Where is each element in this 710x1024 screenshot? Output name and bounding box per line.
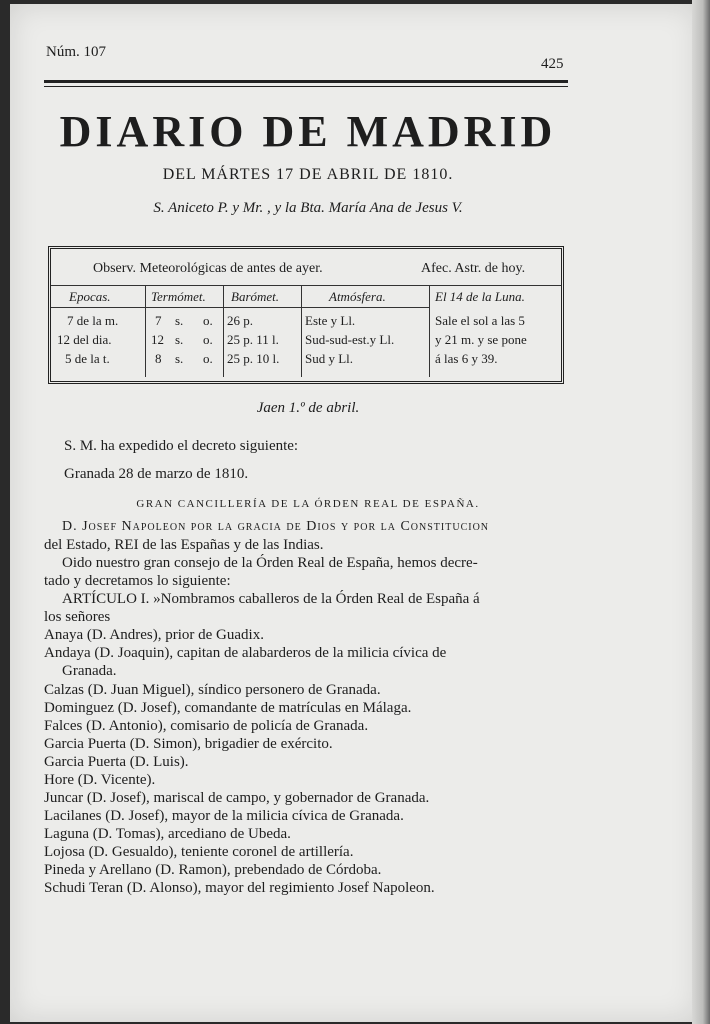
astro-line: á las 6 y 39. — [435, 351, 498, 366]
section-heading: GRAN CANCILLERÍA DE LA ÓRDEN REAL DE ESPAÑA. — [136, 498, 480, 510]
article-dateline: Jaen 1.º de abril. — [256, 400, 360, 416]
header-termomet: Termómet. — [151, 289, 206, 304]
row-baro: 25 p. 11 l. — [227, 332, 279, 347]
table-divider — [51, 285, 561, 286]
row-epoca: 12 del dia. — [57, 332, 112, 347]
row-o: o. — [203, 313, 213, 328]
row-temp: 7 — [155, 313, 162, 328]
caption-left: Observ. Meteorológicas de antes de ayer. — [93, 261, 323, 276]
table-divider — [51, 307, 429, 308]
list-entry: Laguna (D. Tomas), arcediano de Ubeda. — [44, 826, 291, 842]
row-baro: 26 p. — [227, 313, 253, 328]
masthead-date: DEL MÁRTES 17 DE ABRIL DE 1810. — [162, 166, 454, 183]
row-s: s. — [175, 313, 184, 328]
list-entry: Granada. — [62, 663, 117, 679]
list-entry: Anaya (D. Andres), prior de Guadix. — [44, 627, 264, 643]
decree-place-date: Granada 28 de marzo de 1810. — [64, 466, 249, 482]
list-entry: Garcia Puerta (D. Luis). — [44, 754, 189, 770]
list-entry: Falces (D. Antonio), comisario de policía de Granada. — [44, 718, 369, 734]
decree-intro: S. M. ha expedido el decreto siguiente: — [64, 438, 299, 454]
header-baromet: Barómet. — [231, 289, 280, 304]
masthead-saints: S. Aniceto P. y Mr. , y la Bta. María Ana de Jesus V. — [153, 200, 463, 216]
body-line: Oido nuestro gran consejo de la Órden Real de España, hemos decre- — [62, 555, 478, 571]
row-atmos: Sud-sud-est.y Ll. — [305, 332, 395, 347]
body-line: tado y decretamos lo siguiente: — [44, 573, 231, 589]
body-line: los señores — [44, 609, 111, 625]
row-o: o. — [203, 332, 213, 347]
row-atmos: Sud y Ll. — [305, 351, 354, 366]
body-line: ARTÍCULO I. »Nombramos caballeros de la Órden Real de España á — [62, 591, 480, 607]
column-divider — [223, 285, 224, 377]
weather-table — [48, 246, 564, 384]
list-entry: Hore (D. Vicente). — [44, 772, 156, 788]
header-luna: El 14 de la Luna. — [435, 289, 525, 304]
caption-right: Afec. Astr. de hoy. — [421, 261, 526, 276]
list-entry: Schudi Teran (D. Alonso), mayor del regimiento Josef Napoleon. — [44, 880, 435, 896]
list-entry: Lojosa (D. Gesualdo), teniente coronel de artillería. — [44, 844, 354, 860]
list-entry: Pineda y Arellano (D. Ramon), prebendado de Córdoba. — [44, 862, 382, 878]
list-entry: Andaya (D. Joaquin), capitan de alabarderos de la milicia cívica de — [44, 645, 447, 661]
row-s: s. — [175, 332, 184, 347]
astro-line: Sale el sol a las 5 — [435, 313, 525, 328]
row-epoca: 7 de la m. — [67, 313, 119, 328]
column-divider — [301, 285, 302, 377]
row-atmos: Este y Ll. — [305, 313, 356, 328]
list-entry: Dominguez (D. Josef), comandante de matrículas en Málaga. — [44, 700, 412, 716]
row-temp: 12 — [151, 332, 164, 347]
row-baro: 25 p. 10 l. — [227, 351, 280, 366]
astro-line: y 21 m. y se pone — [435, 332, 527, 347]
body-line: D. Josef Napoleon por la gracia de Dios y por la Constitucion — [62, 519, 490, 534]
masthead-title: DIARIO DE MADRID — [59, 107, 557, 156]
row-s: s. — [175, 351, 184, 366]
page-number: 425 — [541, 56, 564, 72]
column-divider — [429, 285, 430, 377]
list-entry: Garcia Puerta (D. Simon), brigadier de exército. — [44, 736, 333, 752]
row-epoca: 5 de la t. — [65, 351, 110, 366]
issue-number: Núm. 107 — [46, 44, 106, 60]
header-epocas: Epocas. — [69, 289, 111, 304]
row-o: o. — [203, 351, 213, 366]
header-rule — [44, 80, 568, 83]
body-line: del Estado, REI de las Españas y de las Indias. — [44, 537, 324, 553]
page-edge — [692, 0, 710, 1024]
list-entry: Calzas (D. Juan Miguel), síndico personero de Granada. — [44, 682, 381, 698]
list-entry: Juncar (D. Josef), mariscal de campo, y gobernador de Granada. — [44, 790, 430, 806]
column-divider — [145, 285, 146, 377]
header-atmosfera: Atmósfera. — [329, 289, 386, 304]
list-entry: Lacilanes (D. Josef), mayor de la milicia cívica de Granada. — [44, 808, 404, 824]
row-temp: 8 — [155, 351, 162, 366]
header-rule-thin — [44, 86, 568, 87]
